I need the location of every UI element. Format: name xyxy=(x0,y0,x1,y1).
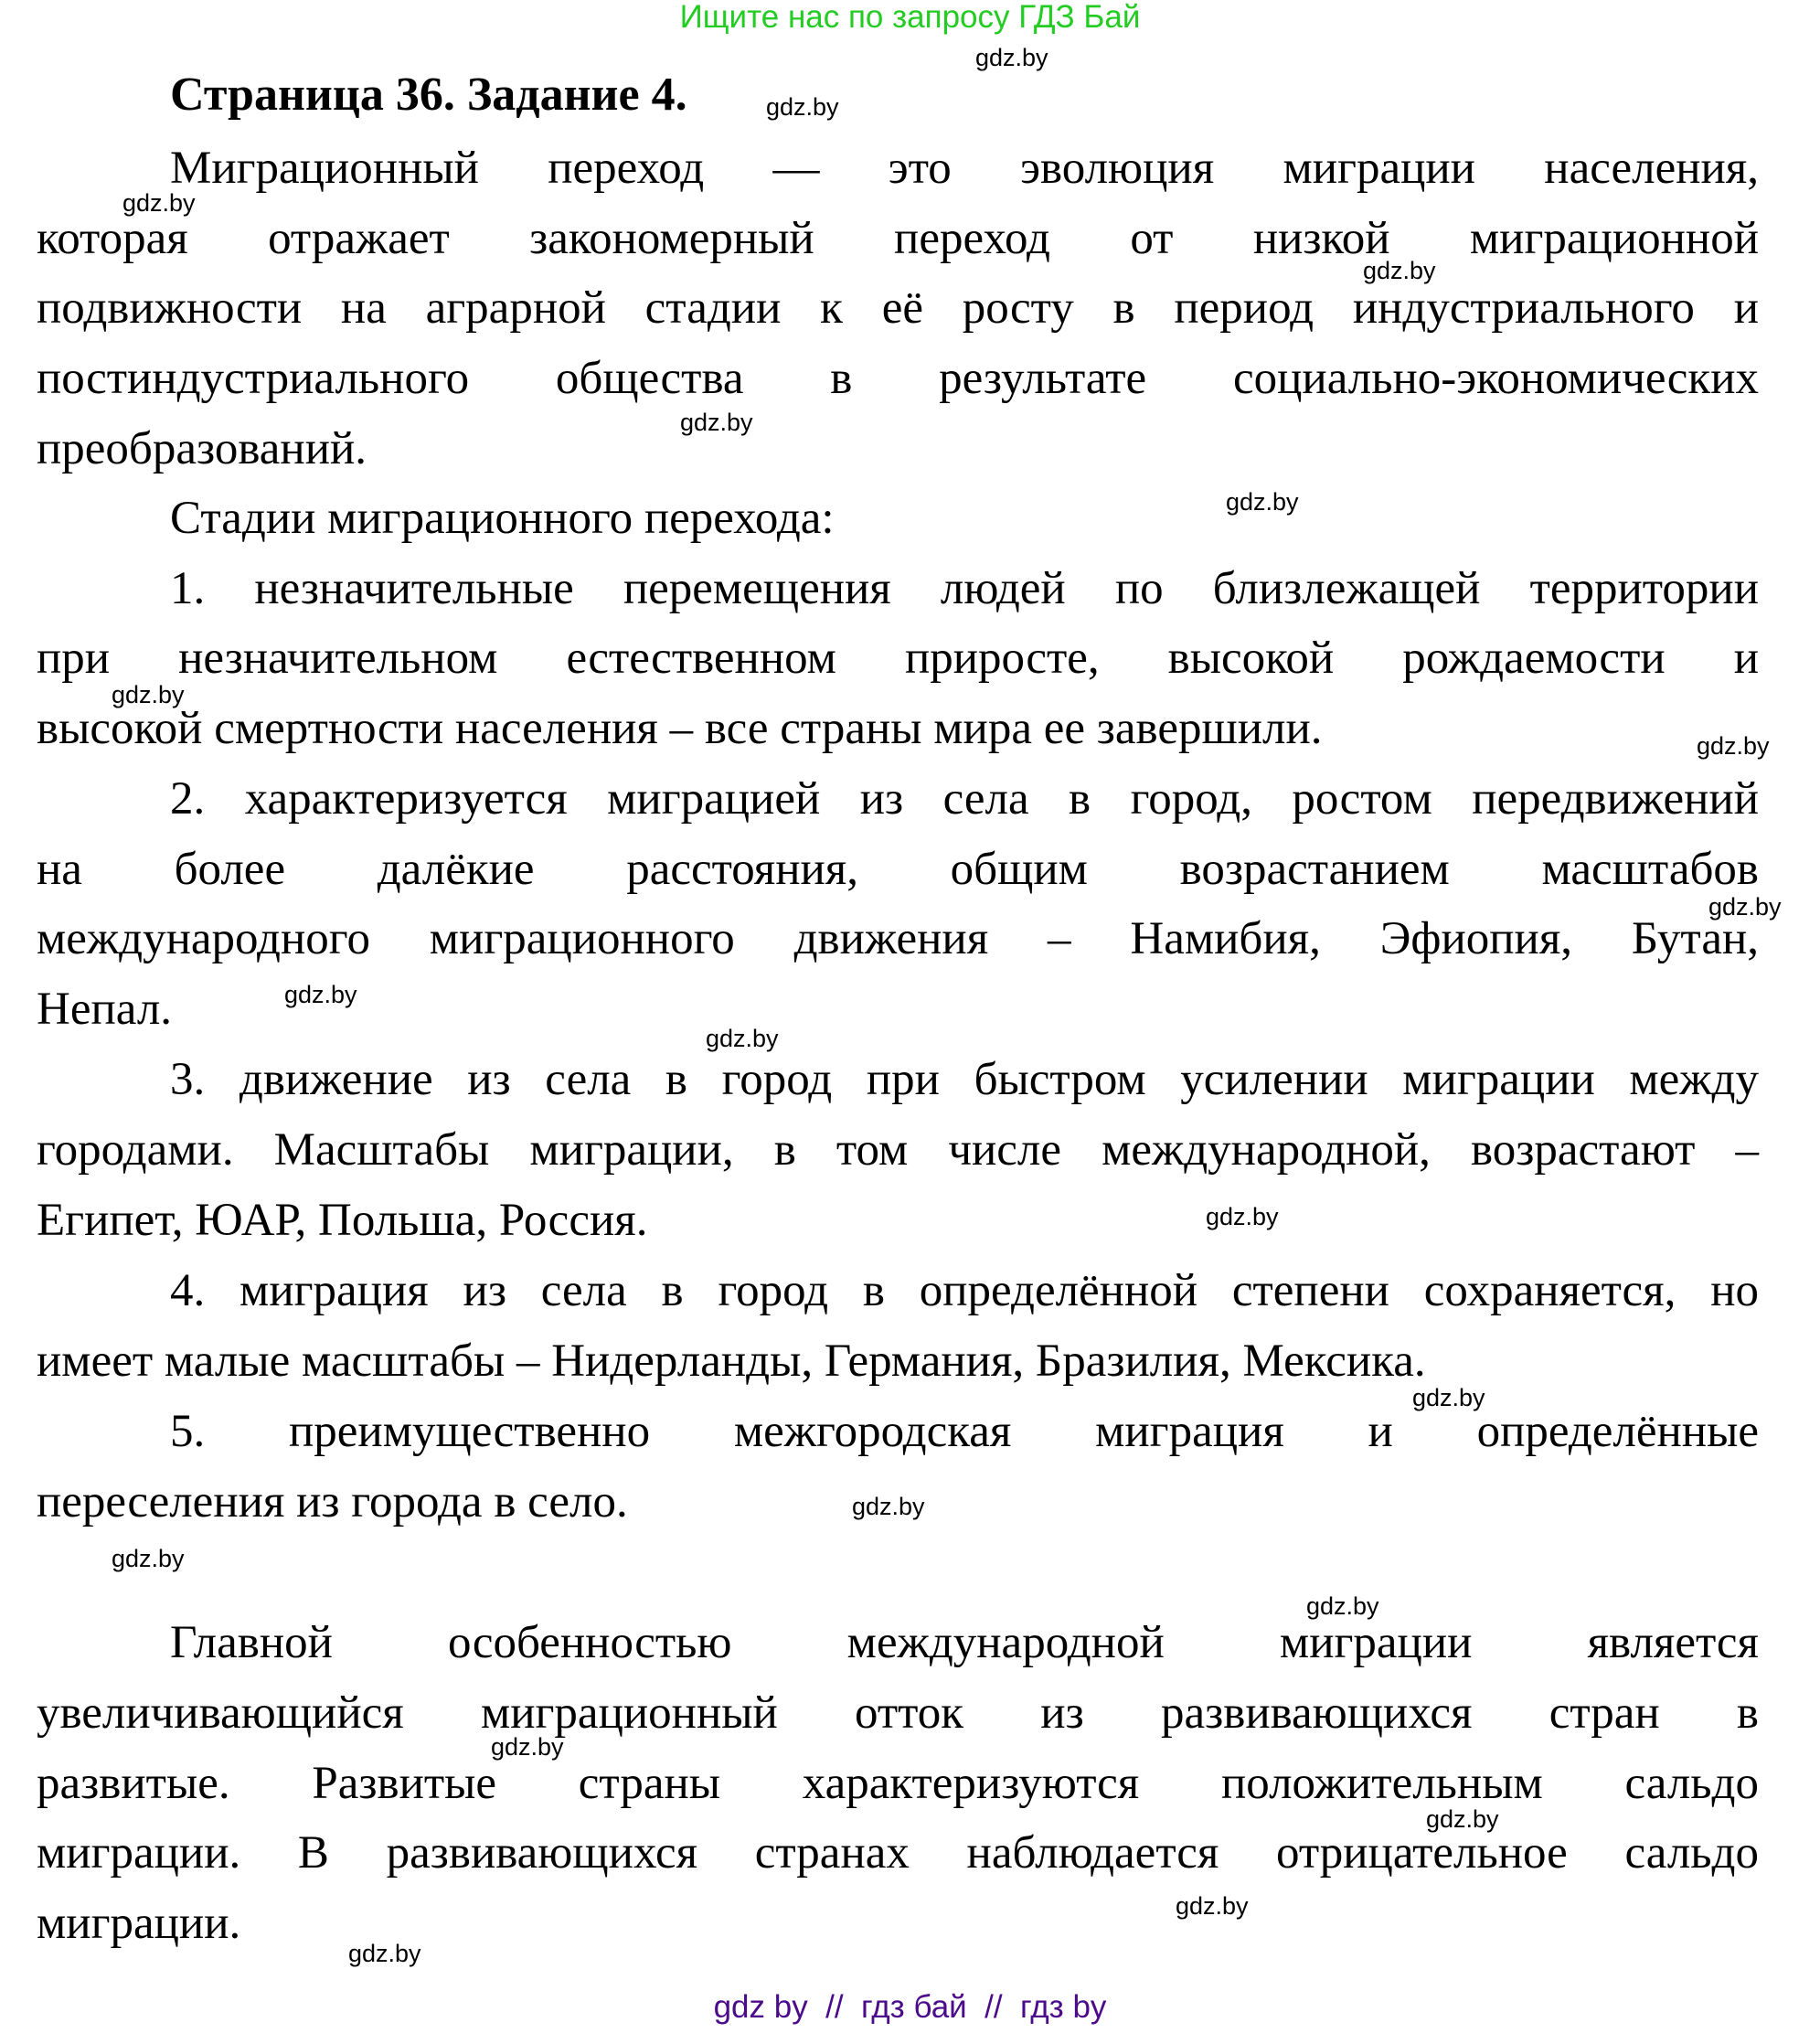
text-line: высокой смертности населения – все страны мира ее завершили. xyxy=(37,703,1323,754)
text-line: увеличивающийся миграционный отток из развивающихся стран в xyxy=(37,1687,1759,1739)
text-line: преобразований. xyxy=(37,423,367,474)
footer-links[interactable]: gdz by // гдз бай // гдз by xyxy=(713,1989,1107,2025)
text-line: миграции. xyxy=(37,1898,241,1949)
text-line: Стадии миграционного перехода: xyxy=(170,493,835,544)
text-line: 3. движение из села в город при быстром усилении миграции между xyxy=(170,1054,1759,1105)
watermark: gdz.by xyxy=(1206,1203,1279,1230)
watermark: gdz.by xyxy=(852,1493,925,1520)
text-line: на более далёкие расстояния, общим возрастанием масштабов xyxy=(37,844,1759,895)
watermark: gdz.by xyxy=(1226,488,1299,516)
text-line: постиндустриального общества в результате социально-экономических xyxy=(37,353,1759,404)
watermark: gdz.by xyxy=(1176,1892,1249,1920)
watermark: gdz.by xyxy=(1306,1592,1379,1620)
watermark: gdz.by xyxy=(491,1733,564,1761)
text-line: Главной особенностью международной миграции является xyxy=(170,1617,1759,1668)
page-title: Страница 36. Задание 4. xyxy=(170,69,687,121)
text-line: Миграционный переход — это эволюция миграции населения, xyxy=(170,143,1759,194)
watermark: gdz.by xyxy=(348,1940,421,1967)
search-banner: Ищите нас по запросу ГДЗ Бай xyxy=(679,0,1141,35)
text-line: городами. Масштабы миграции, в том числе международной, возрастают – xyxy=(37,1124,1759,1176)
text-line: миграции. В развивающихся странах наблюдается отрицательное сальдо xyxy=(37,1827,1759,1879)
watermark: gdz.by xyxy=(706,1025,779,1052)
watermark: gdz.by xyxy=(975,44,1048,71)
text-line: международного миграционного движения – Намибия, Эфиопия, Бутан, xyxy=(37,913,1759,964)
watermark: gdz.by xyxy=(1708,893,1782,921)
text-line: подвижности на аграрной стадии к её росту в период индустриального и xyxy=(37,282,1759,334)
watermark: gdz.by xyxy=(1697,732,1770,760)
text-line: Непал. xyxy=(37,984,173,1035)
watermark: gdz.by xyxy=(112,681,185,708)
text-line: 4. миграция из села в город в определённой степени сохраняется, но xyxy=(170,1265,1759,1316)
text-line: имеет малые масштабы – Нидерланды, Германия, Бразилия, Мексика. xyxy=(37,1336,1426,1387)
watermark: gdz.by xyxy=(766,93,839,121)
text-line: 5. преимущественно межгородская миграция и определённые xyxy=(170,1406,1759,1457)
text-line: которая отражает закономерный переход от низкой миграционной xyxy=(37,213,1759,264)
text-line: развитые. Развитые страны характеризуются положительным сальдо xyxy=(37,1758,1759,1809)
watermark: gdz.by xyxy=(122,189,196,217)
watermark: gdz.by xyxy=(1412,1384,1485,1411)
watermark: gdz.by xyxy=(680,409,753,436)
text-line: Египет, ЮАР, Польша, Россия. xyxy=(37,1195,648,1246)
watermark: gdz.by xyxy=(284,981,357,1008)
text-line: 1. незначительные перемещения людей по близлежащей территории xyxy=(170,563,1759,614)
text-line: 2. характеризуется миграцией из села в город, ростом передвижений xyxy=(170,773,1759,825)
watermark: gdz.by xyxy=(112,1545,185,1572)
text-line: переселения из города в село. xyxy=(37,1476,628,1527)
watermark: gdz.by xyxy=(1363,257,1436,284)
text-line: при незначительном естественном приросте, высокой рождаемости и xyxy=(37,633,1759,684)
watermark: gdz.by xyxy=(1426,1805,1499,1833)
